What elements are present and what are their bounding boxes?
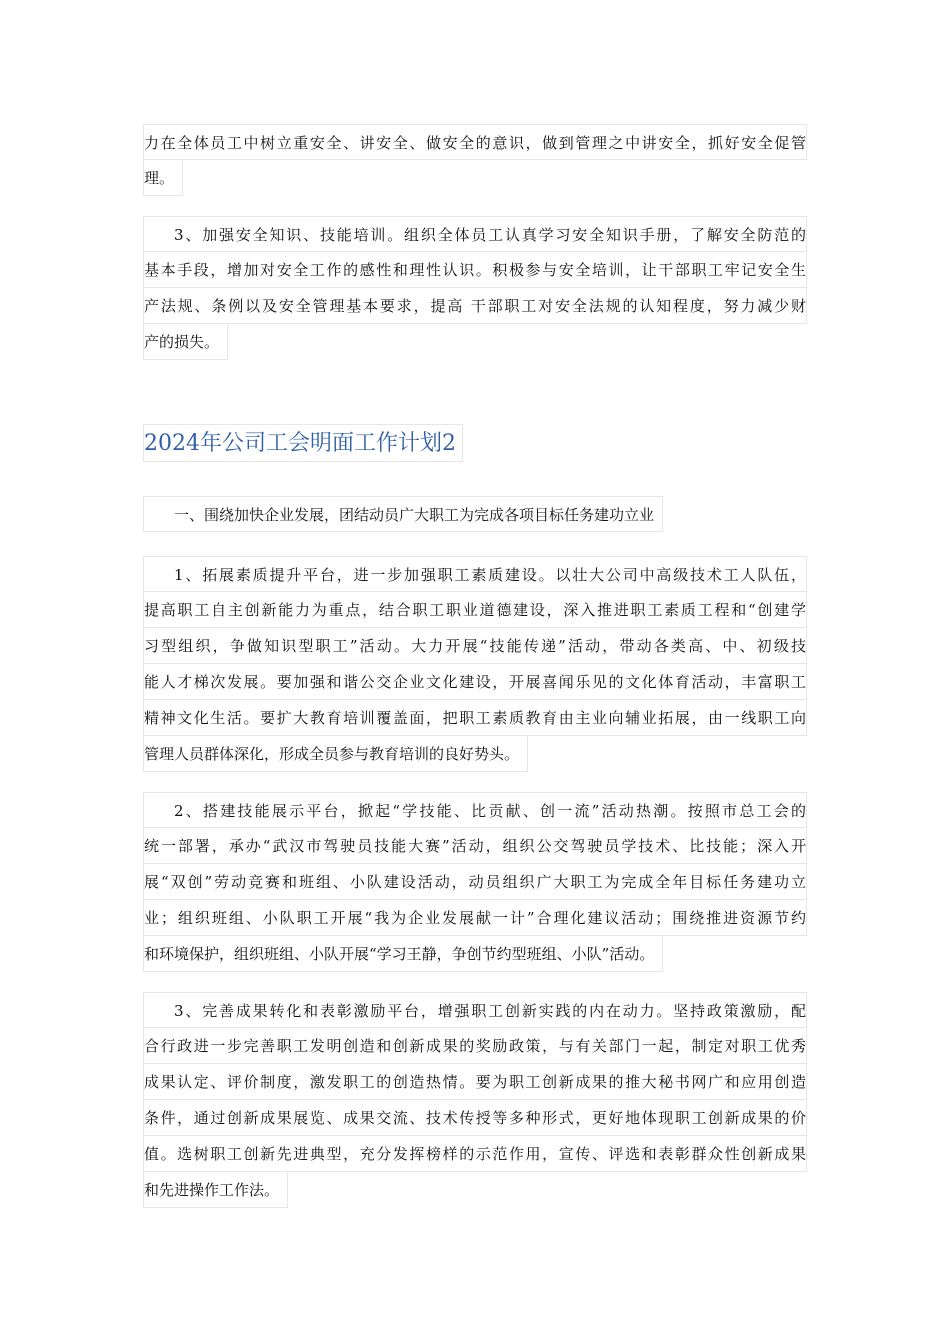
paragraph-safety-awareness	[143, 124, 807, 200]
text-line: 理。	[143, 160, 183, 196]
text-line: 2、搭建技能展示平台，掀起“学技能、比贡献、创一流”活动热潮。按照市总工会的	[143, 792, 807, 828]
text-line: 力在全体员工中树立重安全、讲安全、做安全的意识，做到管理之中讲安全，抓好安全促管	[143, 124, 807, 160]
text-line: 精神文化生活。要扩大教育培训覆盖面，把职工素质教育由主业向辅业拓展，由一线职工向	[143, 700, 807, 736]
text-line: 和环境保护，组织班组、小队开展“学习王静，争创节约型班组、小队”活动。	[143, 936, 663, 972]
paragraph-safety-training	[143, 216, 807, 364]
section-heading-wrapper	[143, 424, 807, 462]
paragraph-item-1	[143, 556, 807, 776]
text-line: 合行政进一步完善职工发明创造和创新成果的奖励政策，与有关部门一起，制定对职工优秀	[143, 1028, 807, 1064]
text-line: 产的损失。	[143, 324, 228, 360]
paragraph-item-2	[143, 792, 807, 976]
text-line: 值。选树职工创新先进典型，充分发挥榜样的示范作用，宣传、评选和表彰群众性创新成果	[143, 1136, 807, 1172]
section-heading: 2024年公司工会明面工作计划2	[143, 424, 463, 462]
text-line: 产法规、条例以及安全管理基本要求，提高 干部职工对安全法规的认知程度，努力减少财	[143, 288, 807, 324]
text-line: 习型组织，争做知识型职工”活动。大力开展“技能传递”活动，带动各类高、中、初级技	[143, 628, 807, 664]
text-line: 1、拓展素质提升平台，进一步加强职工素质建设。以壮大公司中高级技术工人队伍，	[143, 556, 807, 592]
text-line: 统一部署，承办“武汉市驾驶员技能大赛”活动，组织公交驾驶员学技术、比技能；深入开	[143, 828, 807, 864]
text-line: 业；组织班组、小队职工开展“我为企业发展献一计”合理化建议活动；围绕推进资源节约	[143, 900, 807, 936]
text-line: 能人才梯次发展。要加强和谐公交企业文化建设，开展喜闻乐见的文化体育活动，丰富职工	[143, 664, 807, 700]
text-line: 和先进操作工作法。	[143, 1172, 288, 1208]
text-line: 管理人员群体深化，形成全员参与教育培训的良好势头。	[143, 736, 528, 772]
text-line: 3、加强安全知识、技能培训。组织全体员工认真学习安全知识手册，了解安全防范的	[143, 216, 807, 252]
text-line: 提高职工自主创新能力为重点，结合职工职业道德建设，深入推进职工素质工程和“创建学	[143, 592, 807, 628]
paragraph-item-3	[143, 992, 807, 1212]
text-line: 3、完善成果转化和表彰激励平台，增强职工创新实践的内在动力。坚持政策激励，配	[143, 992, 807, 1028]
document-page	[143, 124, 807, 1212]
text-line: 展“双创”劳动竞赛和班组、小队建设活动，动员组织广大职工为完成全年目标任务建功立	[143, 864, 807, 900]
text-line: 条件，通过创新成果展览、成果交流、技术传授等多种形式，更好地体现职工创新成果的价	[143, 1100, 807, 1136]
subheading-one-wrapper	[143, 496, 807, 536]
subheading-one: 一、围绕加快企业发展，团结动员广大职工为完成各项目标任务建功立业	[143, 496, 663, 532]
text-line: 基本手段，增加对安全工作的感性和理性认识。积极参与安全培训，让干部职工牢记安全生	[143, 252, 807, 288]
text-line: 成果认定、评价制度，激发职工的创造热情。要为职工创新成果的推大秘书网广和应用创造	[143, 1064, 807, 1100]
